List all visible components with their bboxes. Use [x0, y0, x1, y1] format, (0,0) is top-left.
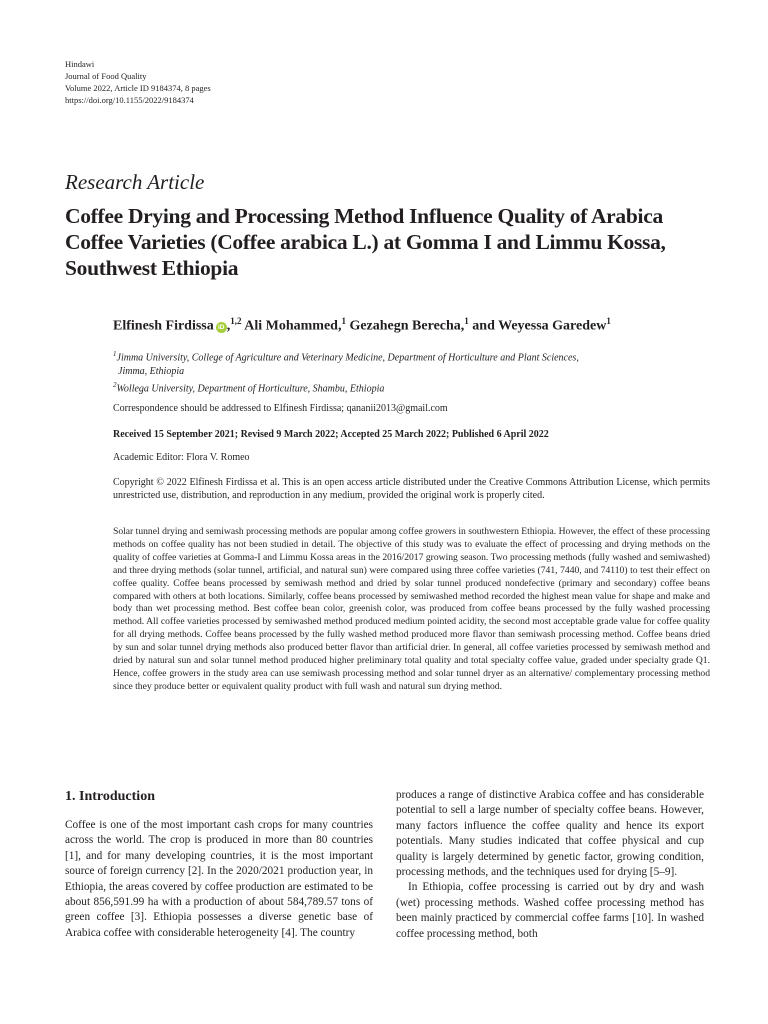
- author-name[interactable]: and Weyessa Garedew: [472, 318, 607, 334]
- publication-dates: Received 15 September 2021; Revised 9 March 2022; Accepted 25 March 2022; Published 6 April 2022: [113, 429, 549, 440]
- affiliation-marker: 1: [464, 316, 469, 326]
- article-type: Research Article: [65, 170, 205, 194]
- right-column: [396, 788, 704, 942]
- affiliation-marker: 1,2: [230, 316, 242, 326]
- doi-link[interactable]: https://doi.org/10.1155/2022/9184374: [65, 95, 194, 105]
- publisher-name: Hindawi: [65, 59, 95, 69]
- left-column: [65, 818, 373, 941]
- academic-editor: Academic Editor: Flora V. Romeo: [113, 452, 250, 463]
- correspondence-note: Correspondence should be addressed to Elfinesh Firdissa; qananii2013@gmail.com: [113, 403, 448, 414]
- volume-info: Volume 2022, Article ID 9184374, 8 pages: [65, 83, 211, 93]
- author-name[interactable]: Gezahegn Berecha,: [349, 318, 465, 334]
- author-list: Elfinesh Firdissa iD ,$^{1,2}$ Ali Mohammed,$^1$ Gezahegn Berecha,$^1$ and Weyessa Garedew$^1$: [113, 316, 611, 334]
- paragraph: In Ethiopia, coffee processing is carried out by dry and wash (wet) processing methods. Washed coffee processing method has been mainly practiced by commercial coffee farms [10]. In washed coffee processing method, both: [396, 881, 704, 940]
- affiliation-2: $^2$Wollega University, Department of Horticulture, Shambu, Ethiopia: [113, 381, 385, 395]
- copyright-notice: Copyright © 2022 Elfinesh Firdissa et al. This is an open access article distributed under the Creative Commons Attribution License, which permits unrestricted use, distribution, and reproduction in any medium, provided the original work is properly cited.: [113, 477, 710, 501]
- orcid-icon[interactable]: iD: [216, 322, 227, 333]
- affiliation-1-cont: Jimma, Ethiopia: [118, 365, 185, 377]
- affiliation-marker: 1: [341, 316, 346, 326]
- journal-name: Journal of Food Quality: [65, 71, 147, 81]
- paragraph: produces a range of distinctive Arabica coffee and has considerable potential to sell a large number of specialty coffee beans. However, many factors influence the coffee quality and hence its export potentials. Many studies indicated that coffee physical and cup quality is largely determined by genetic factor, growing condition, processing methods, and the techniques used for drying [5–9].: [396, 789, 704, 879]
- paragraph: Coffee is one of the most important cash crops for many countries across the world. The crop is produced in more than 80 countries [1], and for many developing countries, it is the most important source of foreign currency [2]. In the 2020/2021 production year, in Ethiopia, the areas covered by coffee production are estimated to be about 856,591.99 ha with a production of about 584,789.57 tons of green coffee [3]. Ethiopia possesses a diverse genetic base of Arabica coffee with considerable heterogeneity [4]. The country: [65, 819, 373, 939]
- section-heading: 1. Introduction: [65, 789, 155, 804]
- affiliation-marker: 1: [606, 316, 611, 326]
- paper-title: Coffee Drying and Processing Method Influence Quality of Arabica Coffee Varieties (Coffee arabica L.) at Gomma I and Limmu Kossa, Southwest Ethiopia: [65, 204, 666, 280]
- affiliations: [113, 348, 713, 396]
- journal-header: [65, 58, 211, 106]
- affiliation-1: $^1$Jimma University, College of Agriculture and Veterinary Medicine, Department of Horticulture and Plant Sciences,: [113, 350, 579, 364]
- abstract: Solar tunnel drying and semiwash processing methods are popular among coffee growers in southwestern Ethiopia. However, the effect of these processing methods on coffee quality has not been studied in detail. The objective of this study was to evaluate the effect of processing and drying methods on the quality of coffee varieties at Gomma-I and Limmu Kossa areas in the 2016/2017 growing season. Two processing methods (fully washed and semiwashed) and three drying methods (solar tunnel, artificial, and natural sun) were compared using three coffee varieties (741, 7440, and 74110) to test their effect on coffee quality. Coffee beans processed by semiwash method and dried by solar tunnel produced nondefective (primary and secondary) coffee beans compared with others at both locations. Similarly, coffee beans processed by semiwashed method recorded the highest mean value for shape and make and body than wet processing method. Best coffee bean color, greenish color, was produced from coffee beans processed by the fully washed processing method. All coffee varieties processed by semiwashed method produced medium pointed acidity, the second most acceptable grade value for coffee quality for all drying methods. Coffee beans processed by the fully washed method produced more flavor than semiwash processing method. Coffee beans dried by sun and solar tunnel drying methods also produced better flavor than artificial drier. In general, all coffee varieties processed by semiwash method and dried by natural sun and solar tunnel method produced higher preliminary total quality and total specialty coffee value, graded under specialty grade Q1. Hence, coffee growers in the study area can use semiwash processing method and solar tunnel dryer as an alternative/ complementary processing method since they produce better or equivalent quality product with full wash and natural sun drying method.: [113, 526, 710, 692]
- author-name[interactable]: Ali Mohammed,: [244, 318, 342, 334]
- author-name[interactable]: Elfinesh Firdissa: [113, 318, 214, 334]
